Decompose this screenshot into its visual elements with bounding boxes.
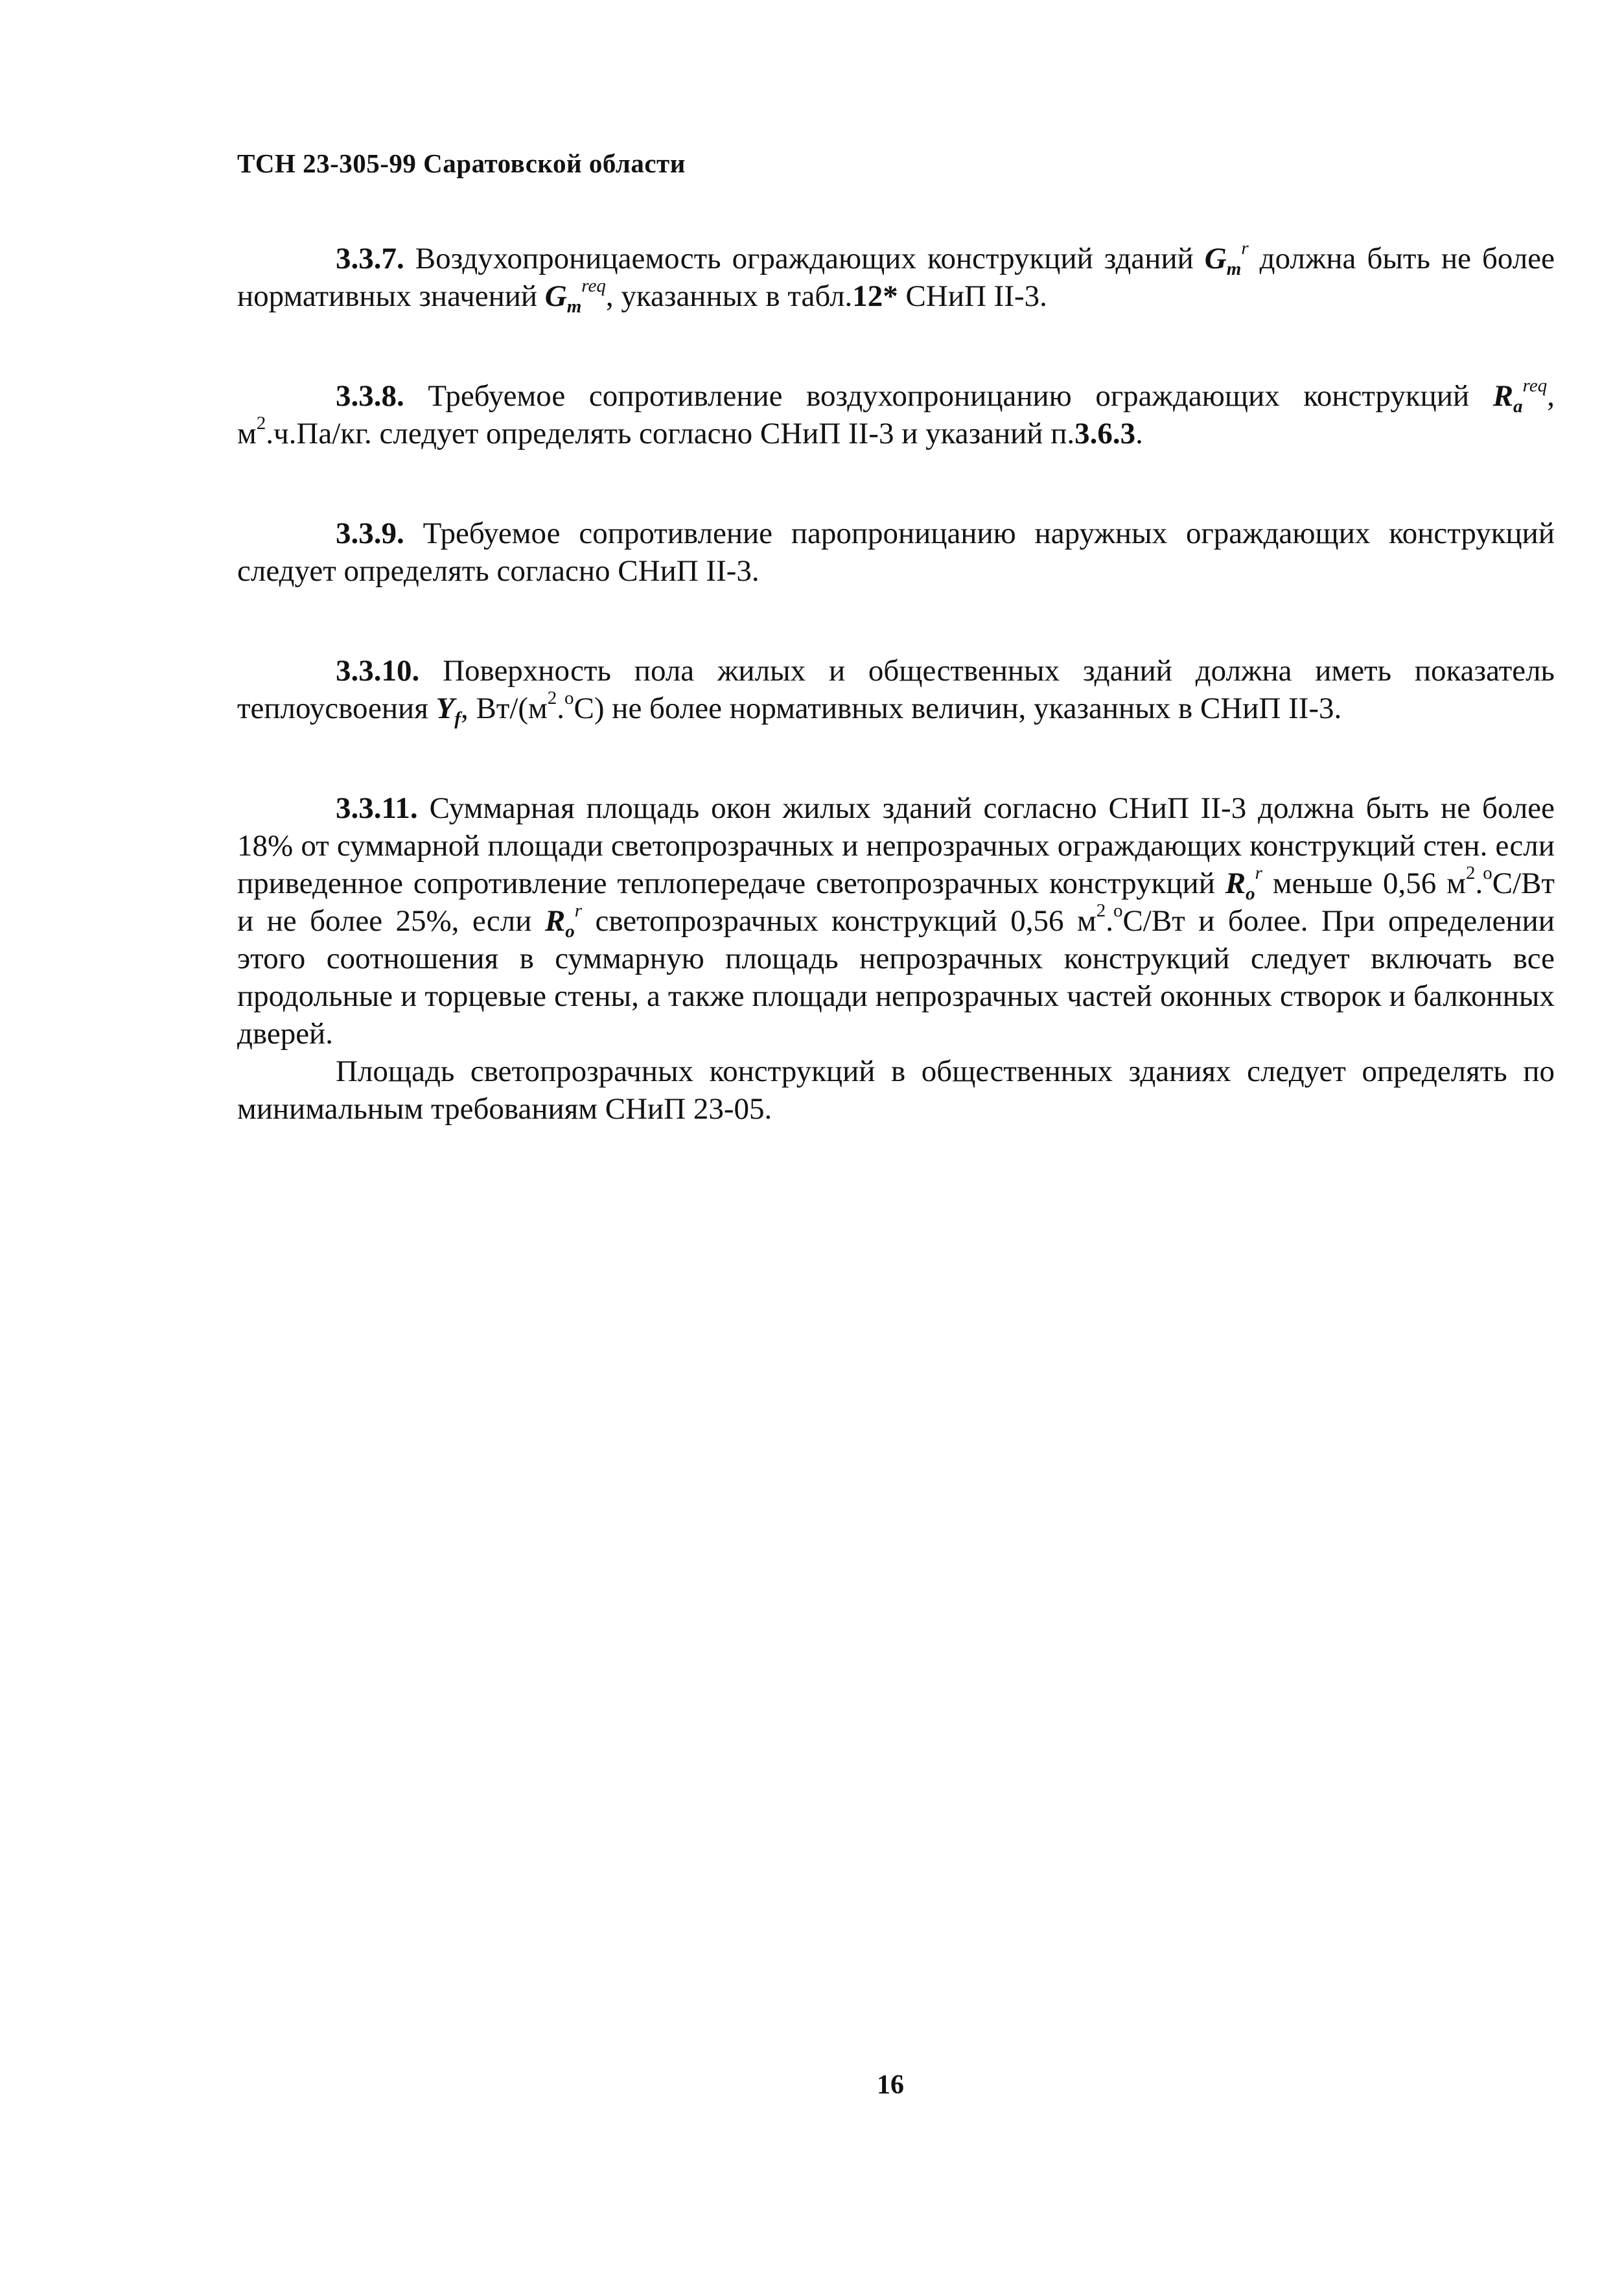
paragraph-gap bbox=[237, 315, 1555, 377]
paragraph-text: светопрозрачных конструкций 0,56 м bbox=[582, 904, 1096, 938]
paragraph-text: меньше 0,56 м bbox=[1262, 867, 1466, 900]
symbol-superscript: r bbox=[1241, 238, 1249, 259]
paragraph-text: Суммарная площадь окон жилых зданий согласно СНиП II-3 должна быть не более 18% от суммарной площади светопрозрачных и непрозрачных ограждающих конструкций стен. если приведенное сопротивление теплопередаче светопрозрачных конструкций bbox=[237, 791, 1555, 900]
paragraph-text: . bbox=[1135, 417, 1143, 450]
symbol-ro-r bbox=[1225, 863, 1262, 904]
symbol-letter: G bbox=[544, 279, 567, 313]
symbol-superscript: req bbox=[1522, 375, 1548, 396]
paragraph-text: Требуемое сопротивление воздухопроницанию ограждающих конструкций bbox=[404, 379, 1493, 413]
symbol-gm-r bbox=[1204, 238, 1249, 279]
square-superscript: 2 bbox=[256, 413, 266, 434]
symbol-subscript: o bbox=[565, 921, 575, 942]
symbol-gm-req bbox=[544, 275, 606, 317]
paragraph-text: Требуемое сопротивление паропроницанию наружных ограждающих конструкций следует определять согласно СНиП II-3. bbox=[237, 517, 1555, 588]
symbol-subscript: f bbox=[454, 708, 461, 729]
symbol-subscript: a bbox=[1513, 396, 1523, 417]
clause-number: 3.3.10. bbox=[336, 654, 420, 688]
degree-superscript: o bbox=[1113, 900, 1123, 921]
paragraph-text: С/Вт и более. При определении этого соотношения в суммарную площадь непрозрачных конструкций следует включать все продольные и торцевые стены, а также площади непрозрачных частей оконных створок и балконных дверей. bbox=[237, 904, 1555, 1051]
paragraph-text: С/Вт и не более 25%, если bbox=[237, 867, 1555, 938]
paragraph-gap bbox=[237, 452, 1555, 515]
paragraph-text: С) не более нормативных величин, указанных в СНиП II-3. bbox=[574, 692, 1342, 725]
paragraph-text: . bbox=[557, 692, 565, 725]
symbol-subscript: o bbox=[1246, 883, 1255, 904]
paragraph-text: Поверхность пола жилых и общественных зданий должна иметь показатель теплоусвоения bbox=[237, 654, 1555, 725]
paragraph-text: . bbox=[1106, 904, 1113, 938]
paragraph-3-3-11-continued: Площадь светопрозрачных конструкций в общественных зданиях следует определять по минимальным требованиям СНиП 23-05. bbox=[237, 1055, 1555, 1126]
clause-reference: 3.6.3 bbox=[1074, 417, 1136, 450]
document-body bbox=[237, 240, 1555, 1128]
square-superscript: 2 bbox=[1465, 863, 1476, 883]
symbol-subscript: m bbox=[566, 296, 582, 317]
paragraph-text: .ч.Па/кг. следует определять согласно СНиП II-3 и указаний п. bbox=[266, 417, 1075, 450]
paragraph-3-3-10 bbox=[237, 652, 1555, 727]
paragraph-text: , Вт/(м bbox=[460, 692, 548, 725]
symbol-yf bbox=[435, 692, 461, 729]
symbol-letter: R bbox=[544, 904, 566, 938]
clause-number: 3.3.9. bbox=[336, 517, 404, 550]
paragraph-text: Воздухопроницаемость ограждающих конструкций зданий bbox=[404, 242, 1205, 275]
symbol-letter: R bbox=[1225, 867, 1246, 900]
page-number: 16 bbox=[877, 2070, 904, 2100]
running-header: ТСН 23-305-99 Саратовской области bbox=[237, 148, 686, 178]
paragraph-text: . bbox=[1475, 867, 1483, 900]
paragraph-text: СНиП II-3. bbox=[898, 279, 1047, 313]
symbol-superscript: r bbox=[574, 900, 582, 921]
symbol-subscript: m bbox=[1226, 259, 1242, 279]
clause-number: 3.3.11. bbox=[336, 791, 418, 825]
symbol-ro-r bbox=[544, 900, 582, 942]
clause-number: 3.3.8. bbox=[336, 379, 404, 413]
paragraph-3-3-7 bbox=[237, 240, 1555, 315]
degree-superscript: o bbox=[564, 688, 574, 708]
paragraph-3-3-9 bbox=[237, 515, 1555, 590]
degree-superscript: o bbox=[1483, 863, 1492, 883]
symbol-letter: R bbox=[1492, 379, 1514, 413]
paragraph-3-3-8 bbox=[237, 377, 1555, 452]
symbol-letter: Y bbox=[435, 692, 455, 725]
symbol-letter: G bbox=[1204, 242, 1227, 275]
paragraph-gap bbox=[237, 590, 1555, 652]
symbol-superscript: r bbox=[1255, 863, 1262, 883]
symbol-superscript: req bbox=[581, 275, 606, 296]
symbol-ra-req bbox=[1492, 375, 1548, 417]
paragraph-text: , м bbox=[237, 379, 1555, 450]
paragraph-3-3-11 bbox=[237, 789, 1555, 1053]
paragraph-gap bbox=[237, 727, 1555, 789]
square-superscript: 2 bbox=[1096, 900, 1106, 921]
clause-number: 3.3.7. bbox=[336, 242, 404, 275]
paragraph-text: должна быть не более нормативных значений bbox=[237, 242, 1555, 313]
paragraph-text: , указанных в табл. bbox=[605, 279, 853, 313]
table-reference: 12* bbox=[852, 279, 898, 313]
square-superscript: 2 bbox=[547, 688, 557, 708]
